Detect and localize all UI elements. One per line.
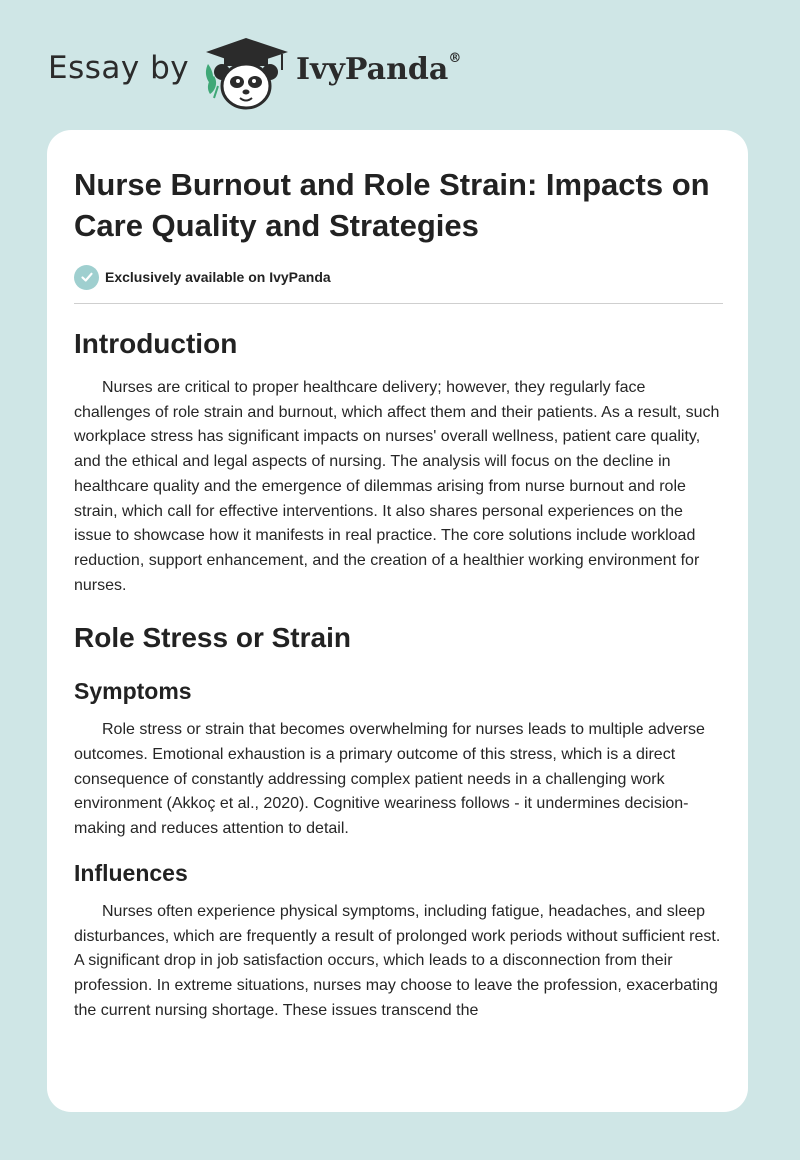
exclusive-badge — [74, 264, 331, 290]
subheading-influences: Influences — [74, 859, 188, 886]
brand-name-text: IvyPanda — [296, 52, 449, 87]
brand-name[interactable] — [296, 52, 461, 87]
essay-body — [74, 320, 724, 1023]
subheading-symptoms: Symptoms — [74, 678, 192, 705]
registered-mark: ® — [448, 51, 462, 66]
site-header — [0, 0, 800, 130]
badge-label: Exclusively available on IvyPanda — [105, 269, 331, 285]
brand-prefix: Essay by — [48, 50, 190, 86]
panda-graduate-icon[interactable] — [198, 36, 294, 110]
essay-title: Nurse Burnout and Role Strain: Impacts on Care Quality and Strategies — [74, 167, 710, 243]
section-heading-introduction: Introduction — [74, 328, 238, 359]
symptoms-paragraph: Role stress or strain that becomes overwhelming for nurses leads to multiple adverse outcomes. Emotional exhaustion is a primary outcome of this stress, which is a direct consequence of constantly addressing complex patient needs in a challenging work environment (Akkoç et al., 2020). Cognitive weariness follows - it undermines decision-making and reduces attention to detail. — [74, 721, 705, 838]
introduction-paragraph: Nurses are critical to proper healthcare delivery; however, they regularly face challenges of role strain and burnout, which affect them and their patients. As a result, such workplace stress has significant impacts on nurses' overall wellness, patient care quality, and the ethical and legal aspects of nursing. The analysis will focus on the decline in healthcare quality and the emergence of dilemmas arising from nurse burnout and role strain, which call for effective interventions. It also shares personal experiences on the issue to showcase how it manifests in real practice. The core solutions include workload reduction, support enhancement, and the creation of a healthier working environment for nurses. — [74, 379, 720, 594]
influences-paragraph: Nurses often experience physical symptoms, including fatigue, headaches, and sleep disturbances, which are frequently a result of prolonged work periods without sufficient rest. A significant drop in job satisfaction occurs, which leads to a disconnection from their profession. In extreme situations, nurses may choose to leave the profession, exacerbating the current nursing shortage. These issues transcend the — [74, 902, 721, 1019]
section-heading-role-strain: Role Stress or Strain — [74, 622, 351, 654]
check-circle-icon — [74, 265, 99, 290]
divider — [74, 303, 723, 304]
essay-card — [47, 130, 748, 1112]
